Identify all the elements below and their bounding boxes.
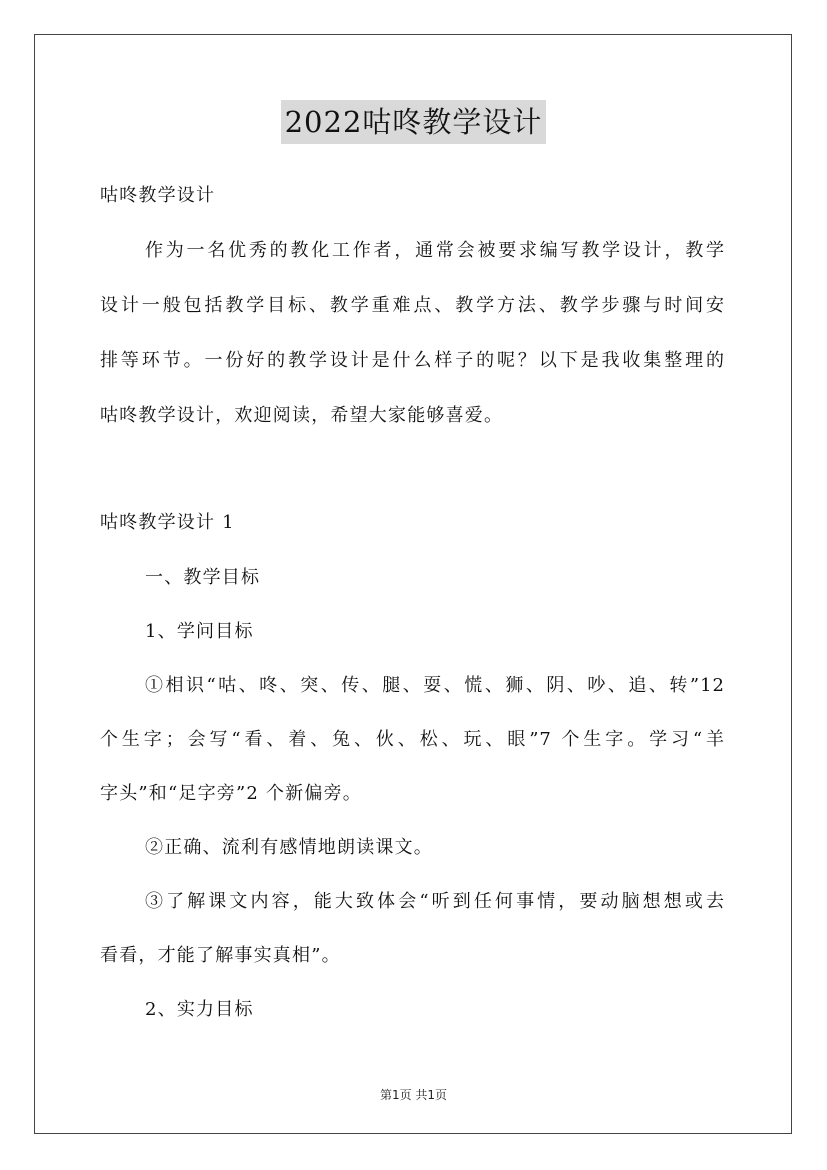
- item-1-line-2: 个生字；会写“看、着、兔、伙、松、玩、眼”7 个生字。学习“羊: [100, 729, 725, 750]
- document-title: 2022咕咚教学设计: [281, 100, 547, 144]
- item-3-line-1: ③了解课文内容，能大致体会“听到任何事情，要动脑想想或去: [145, 891, 725, 912]
- section-heading: 咕咚教学设计 1: [100, 512, 235, 533]
- intro-line-4: 咕咚教学设计，欢迎阅读，希望大家能够喜爱。: [100, 405, 504, 426]
- item-2: ②正确、流利有感情地朗读课文。: [145, 837, 433, 858]
- intro-line-3: 排等环节。一份好的教学设计是什么样子的呢？以下是我收集整理的: [100, 350, 725, 371]
- item-3-line-2: 看看，才能了解事实真相”。: [100, 945, 341, 966]
- sub-heading-knowledge: 1、学问目标: [145, 621, 254, 642]
- sub-heading-objectives: 一、教学目标: [145, 567, 261, 588]
- page-footer: 第1页 共1页: [379, 1088, 448, 1102]
- intro-line-1: 作为一名优秀的教化工作者，通常会被要求编写教学设计，教学: [145, 240, 725, 261]
- intro-line-2: 设计一般包括教学目标、教学重难点、教学方法、教学步骤与时间安: [100, 295, 725, 316]
- item-1-line-1: ①相识“咕、咚、突、传、腿、耍、慌、狮、阴、吵、追、转”12: [145, 675, 725, 696]
- item-1-line-3: 字头”和“足字旁”2 个新偏旁。: [100, 783, 362, 804]
- title-container: [0, 100, 827, 144]
- sub-heading-ability: 2、实力目标: [145, 999, 254, 1020]
- document-subtitle: 咕咚教学设计: [100, 185, 216, 206]
